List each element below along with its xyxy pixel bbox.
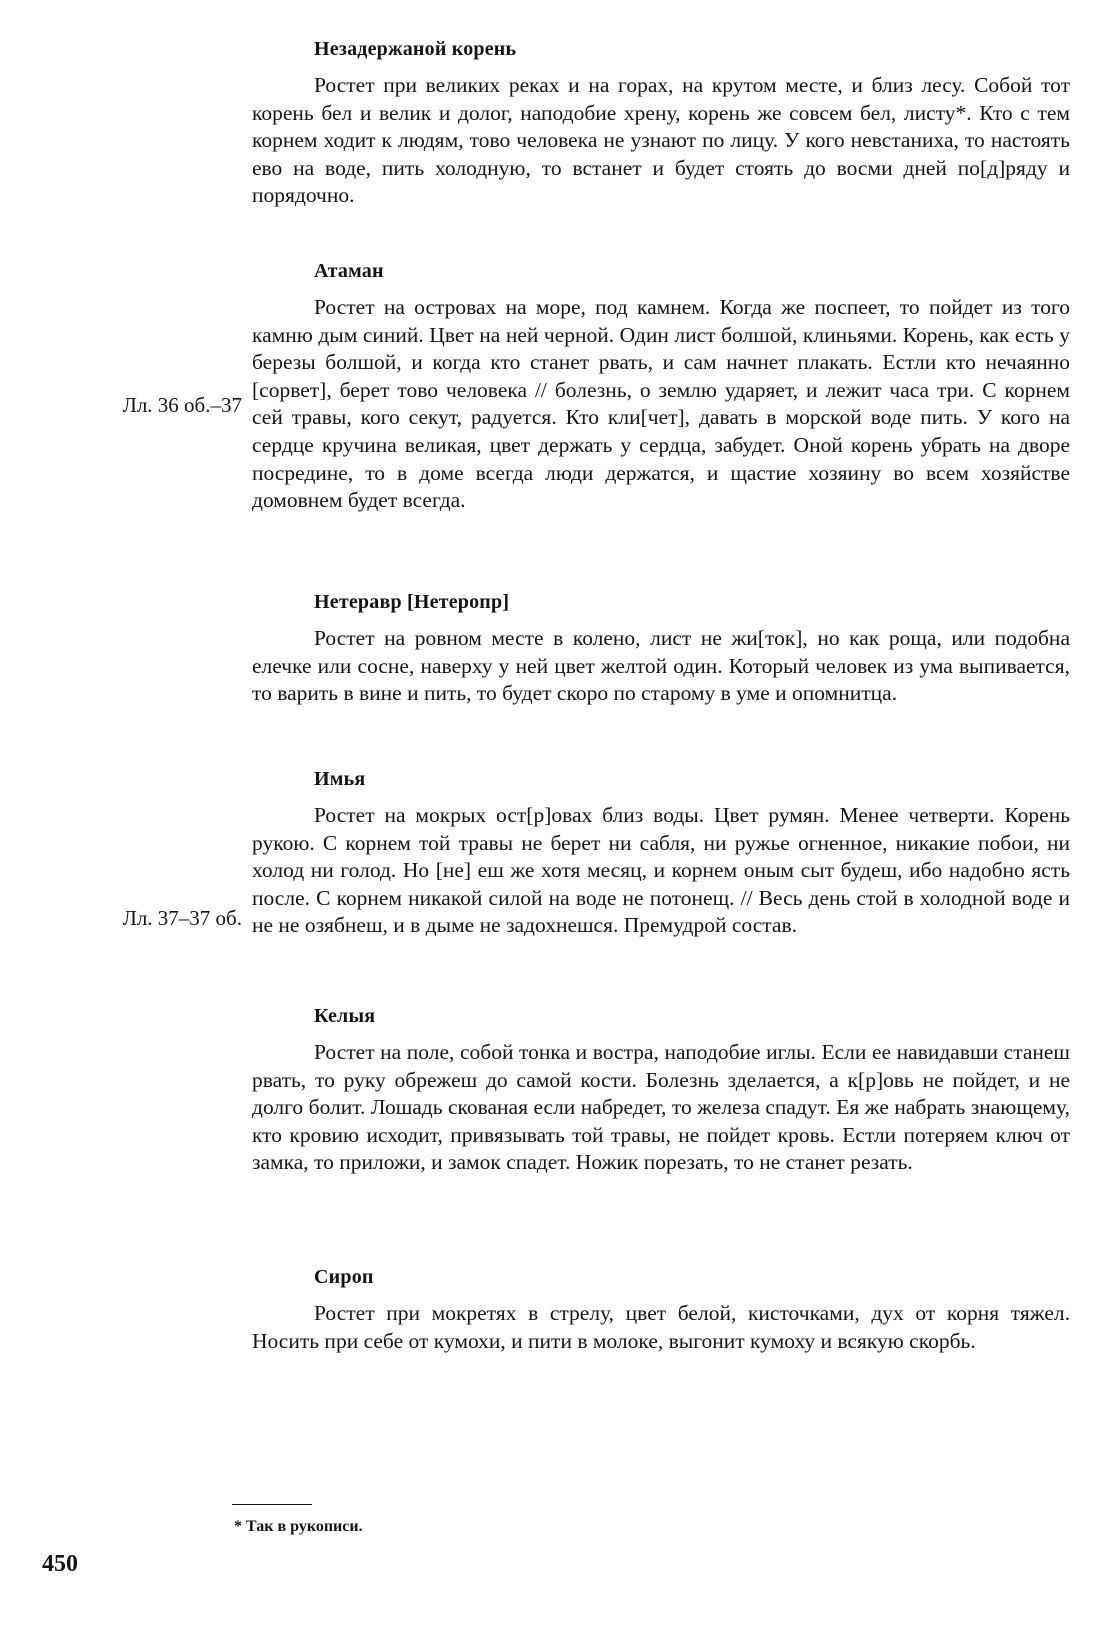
footnote: * Так в рукописи. — [234, 1518, 363, 1535]
entry-neteravr — [252, 589, 1070, 708]
entry-nezaderzhanoy-koren — [252, 36, 1070, 210]
entry-text: Ростет на островах на море, под камнем. Когда же поспеет, то пойдет из того камню дым синий. Цвет на ней черной. Один лист болшой, клиньями. Корень, как есть у березы болшой, и когда кто станет рвать, и сам начнет плакать. Естли кто нечаянно [сорвет], берет тово человека // болезнь, о землю ударяет, и лежит часа три. С корнем сей травы, кого секут, радуется. Кто кли[чет], давать в морской воде пить. У кого на сердце кручина великая, цвет держать у сердца, забудет. Оной корень убрать на дворе посредине, то в доме всегда люди держатся, и щастие хозяину во всем хозяйстве домовнем будет всегда. — [252, 295, 1070, 513]
entry-text: Ростет на мокрых ост[р]овах близ воды. Цвет румян. Менее четверти. Корень рукою. С корнем той травы не берет ни сабля, ни ружье огненное, никакие побои, ни холод ни голод. Но [не] еш же хотя месяц, и корнем оным сыт будеш, ибо надобно ясть после. С корнем никакой силой на воде не потонещ. // Весь день стой в холодной воде и не не озябнеш, и в дыме не задохнешся. Премудрой состав. — [252, 803, 1070, 938]
entry-text: Ростет при мокретях в стрелу, цвет белой, кисточками, дух от корня тяжел. Носить при себе от кумохи, и пити в молоке, выгонит кумоху и всякую скорбь. — [252, 1301, 1070, 1353]
entry-text: Ростет на ровном месте в колено, лист не жи[ток], но как роща, или подобна елечке или сосне, наверху у ней цвет желтой один. Который человек из ума выпивается, то варить в вине и пить, то будет скоро по старому в уме и опомнитца. — [252, 626, 1070, 706]
entry-title: Сироп — [314, 1266, 374, 1288]
entry-text: Ростет при великих реках и на горах, на крутом месте, и близ лесу. Собой тот корень бел и велик и долог, наподобие хрену, корень же совсем бел, листу*. Кто с тем корнем ходит к людям, тово человека не узнают по лицу. У кого невстаниха, то настоять ево на воде, пить холодную, то встанет и будет стоять до восми дней по[д]ряду и порядочно. — [252, 73, 1070, 208]
entry-kelyya — [252, 1003, 1070, 1177]
entry-title: Атаман — [314, 260, 384, 282]
entry-sirop — [252, 1264, 1070, 1355]
marginal-folio-note: Лл. 36 об.–37 — [122, 393, 242, 417]
entry-imya — [252, 766, 1070, 940]
entry-title: Незадержаной корень — [314, 38, 517, 60]
entry-title: Нетеравр [Нетеропр] — [314, 591, 510, 613]
footnote-divider — [232, 1504, 312, 1505]
entry-text: Ростет на поле, собой тонка и востра, наподобие иглы. Если ее навидавши станеш рвать, то руку обрежеш до самой кости. Болезнь зделается, а к[р]овь не пойдет, и не долго болит. Лошадь скованая если набредет, то железа спадут. Ея же набрать знающему, кто кровию исходит, привязывать той травы, не пойдет кровь. Естли потеряем ключ от замка, то приложи, и замок спадет. Ножик порезать, то не станет резать. — [252, 1040, 1070, 1175]
entry-ataman — [252, 258, 1070, 515]
entry-title: Келыя — [314, 1005, 376, 1027]
page-number: 450 — [42, 1551, 78, 1577]
entry-title: Имья — [314, 768, 366, 790]
marginal-folio-note: Лл. 37–37 об. — [122, 906, 242, 930]
